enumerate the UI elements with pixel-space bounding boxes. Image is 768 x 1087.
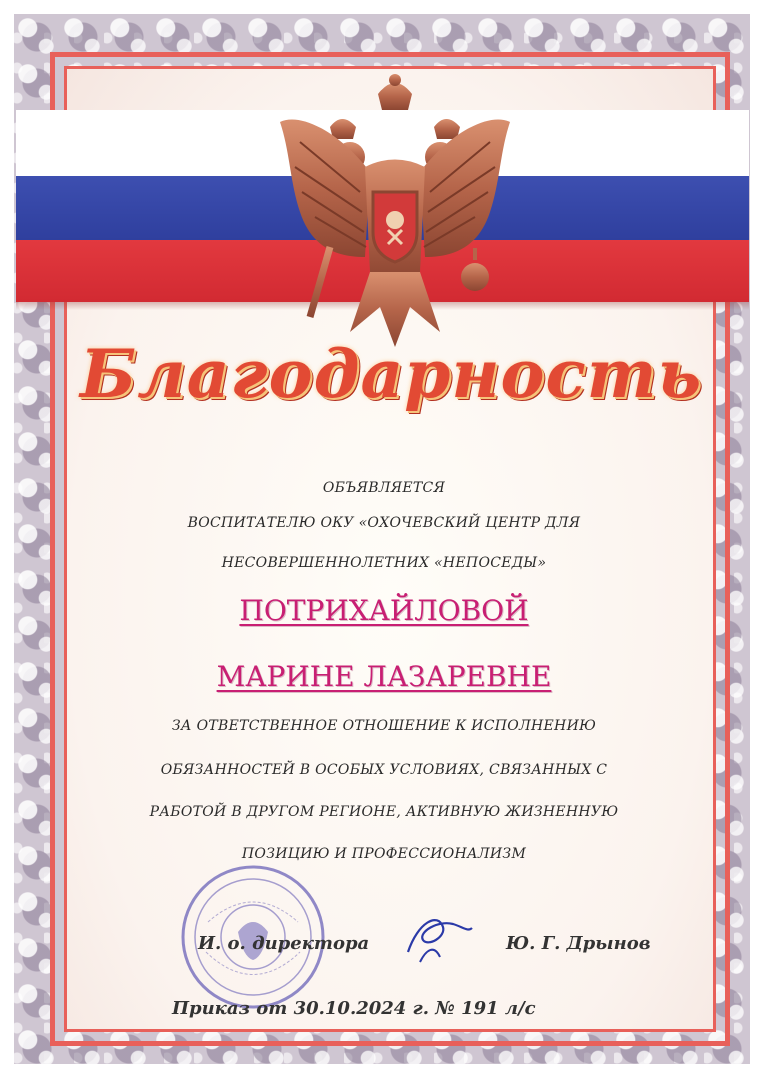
handwritten-signature-icon [398, 902, 478, 972]
announcement-text: ОБЪЯВЛЯЕТСЯ [322, 480, 446, 496]
reason-line-1: ЗА ОТВЕТСТВЕННОЕ ОТНОШЕНИЕ К ИСПОЛНЕНИЮ [171, 718, 597, 734]
reason-line-3: РАБОТОЙ В ДРУГОМ РЕГИОНЕ, АКТИВНУЮ ЖИЗНЕННУЮ [149, 804, 619, 820]
signer-name: Ю. Г. Дрынов [506, 933, 651, 954]
reason-line-4: ПОЗИЦИЮ И ПРОФЕССИОНАЛИЗМ [241, 846, 527, 862]
recipient-surname: ПОТРИХАЙЛОВОЙ [239, 594, 529, 627]
recipient-name: МАРИНЕ ЛАЗАРЕВНЕ [216, 660, 552, 693]
certificate-title: Благодарность [80, 335, 703, 413]
recipient-role-line-1: ВОСПИТАТЕЛЮ ОКУ «ОХОЧЕВСКИЙ ЦЕНТР ДЛЯ [187, 515, 581, 531]
recipient-role-line-2: НЕСОВЕРШЕННОЛЕТНИХ «НЕПОСЕДЫ» [221, 555, 547, 571]
order-reference: Приказ от 30.10.2024 г. № 191 л/с [172, 998, 536, 1019]
double-headed-eagle-icon [270, 72, 520, 362]
signer-position: И. о. директора [198, 933, 370, 954]
reason-line-2: ОБЯЗАННОСТЕЙ В ОСОБЫХ УСЛОВИЯХ, СВЯЗАННЫХ С [160, 762, 608, 778]
